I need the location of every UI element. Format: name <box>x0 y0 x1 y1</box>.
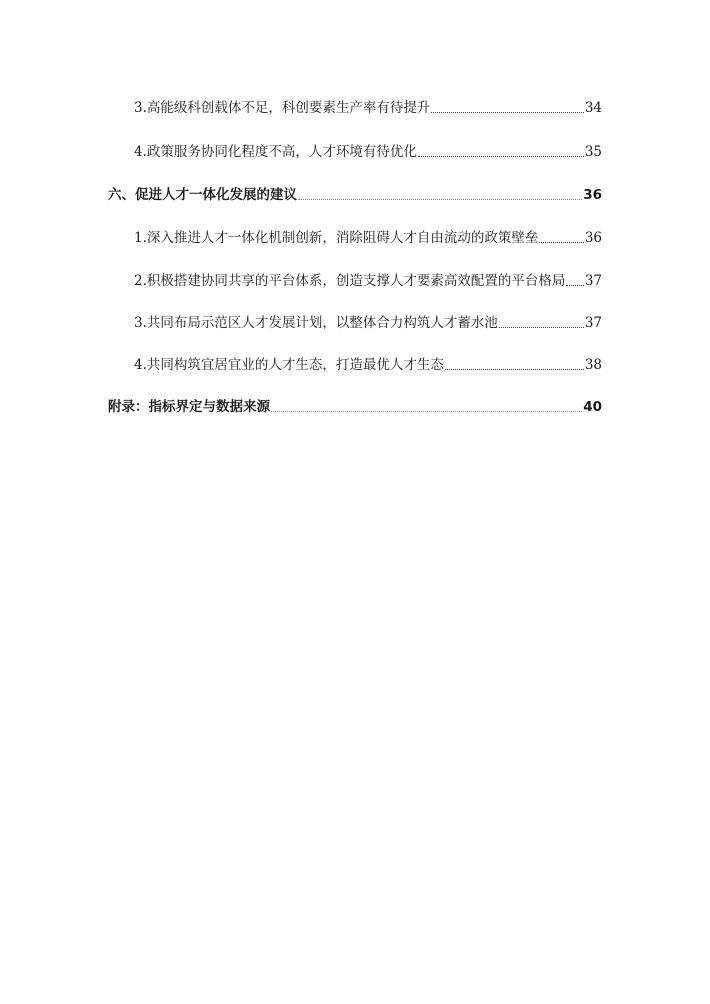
leader-dots <box>418 148 584 157</box>
leader-dots <box>539 234 583 243</box>
toc-entry-page: 37 <box>584 273 602 289</box>
leader-dots <box>298 191 582 200</box>
toc-entry-label: 1.深入推进人才一体化机制创新，消除阻碍人才自由流动的政策壁垒 <box>134 230 539 246</box>
toc-entry-label: 六、促进人才一体化发展的建议 <box>108 187 297 203</box>
toc-entry-label: 附录：指标界定与数据来源 <box>108 399 270 415</box>
toc-entry[interactable] <box>134 230 602 246</box>
leader-dots <box>445 361 584 370</box>
toc-entry[interactable] <box>134 357 602 373</box>
toc-entry[interactable] <box>134 144 602 160</box>
toc-entry-label: 2.积极搭建协同共享的平台体系，创造支撑人才要素高效配置的平台格局 <box>134 273 566 289</box>
toc-entry[interactable] <box>134 273 602 289</box>
toc-entry-page: 34 <box>584 100 602 116</box>
toc-entry-label: 3.高能级科创载体不足，科创要素生产率有待提升 <box>134 100 431 116</box>
toc-section-heading[interactable] <box>108 399 602 415</box>
toc-section-heading[interactable] <box>108 187 602 203</box>
leader-dots <box>271 403 582 412</box>
leader-dots <box>499 319 584 328</box>
toc-entry-label: 4.政策服务协同化程度不高，人才环境有待优化 <box>134 144 417 160</box>
toc-entry-page: 36 <box>584 230 602 246</box>
toc-entry-page: 40 <box>583 399 602 415</box>
toc-entry[interactable] <box>134 315 602 331</box>
toc-entry-label: 3.共同布局示范区人才发展计划，以整体合力构筑人才蓄水池 <box>134 315 498 331</box>
toc-entry[interactable] <box>134 100 602 116</box>
toc-entry-page: 36 <box>583 187 602 203</box>
toc-entry-page: 37 <box>584 315 602 331</box>
toc-entry-page: 38 <box>584 357 602 373</box>
leader-dots <box>566 277 583 286</box>
leader-dots <box>431 104 583 113</box>
toc-entry-page: 35 <box>584 144 602 160</box>
toc-entry-label: 4.共同构筑宜居宜业的人才生态，打造最优人才生态 <box>134 357 444 373</box>
